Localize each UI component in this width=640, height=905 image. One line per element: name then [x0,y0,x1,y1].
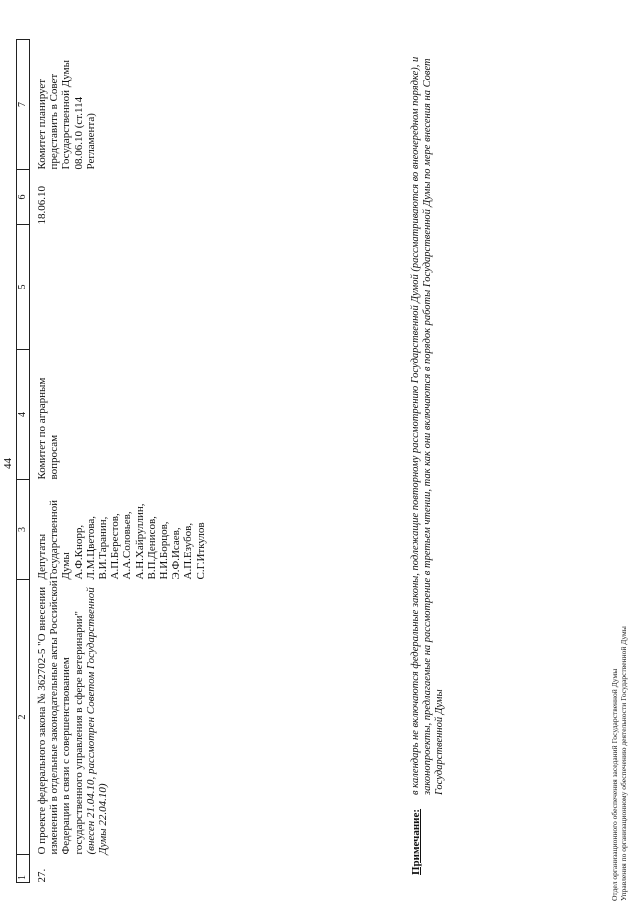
remark-label: Примечание: [410,808,422,875]
authors-heading: Депутаты Государственной Думы [36,499,73,580]
header-cell: 5 [17,225,30,350]
author: А.Н.Хайруллин, [133,503,146,580]
header-cell: 6 [17,170,30,225]
author: А.Ф.Кнорр, [72,524,85,580]
header-row [17,40,30,883]
author: С.Г.Иткулов [194,522,207,580]
committee-note: Комитет планирует представить в Совет Государственной Думы 08.06.10 (ст.114 Регламента) [36,59,97,170]
author: Н.И.Борцов, [158,521,171,580]
date: 18.06.10 [36,186,48,225]
author: А.П.Берестов, [109,513,122,580]
author: А.П.Езубов, [182,522,195,580]
author: Э.Ф.Исаев, [170,527,183,580]
remark-text: в календарь не включаются федеральные законы, подлежащие повторному рассмотрению Государственной Думой (рассматриваются во внеочередном порядке), и законопроекты, предлагаемые на рассмотрение в третьем чтении, так как они включаются в порядок работы Государственной Думы по мере внесения на Совет Государственной Думы [410,56,445,795]
header-cell: 4 [17,350,30,480]
header-cell: 7 [17,40,30,170]
bill-status: (внесен 21.04.10, рассмотрен Советом Государственной Думы 22.04.10) [84,587,110,855]
header-cell: 2 [17,580,30,855]
table-row [30,40,207,883]
authors-cell [30,480,207,580]
header-cell: 3 [17,480,30,580]
author: А.А.Соловьев, [121,511,134,580]
header-cell: 1 [17,855,30,883]
col5-cell [30,225,207,350]
page-number: 44 [2,458,14,469]
footer [610,626,628,901]
calendar-table [16,39,207,883]
bill-title: О проекте федерального закона № 362702-5 "О внесении изменений в отдельные законодательные акты Российской Федерации в связи с совершенствованием государственного управления в сфере ветеринарии" [36,580,85,855]
footer-line: Управления по организационному обеспечению деятельности Государственной Думы [619,626,628,901]
row-number: 27. [36,868,48,883]
committee: Комитет по аграрным вопросам [36,377,61,480]
bill-title-cell [30,580,207,855]
author: В.П.Денисов, [145,516,158,580]
footer-line: Отдел организационного обеспечения заседаний Государственной Думы [610,668,619,901]
author: Л.М.Цветова, [84,515,97,580]
author: В.И.Таранин, [97,516,110,580]
